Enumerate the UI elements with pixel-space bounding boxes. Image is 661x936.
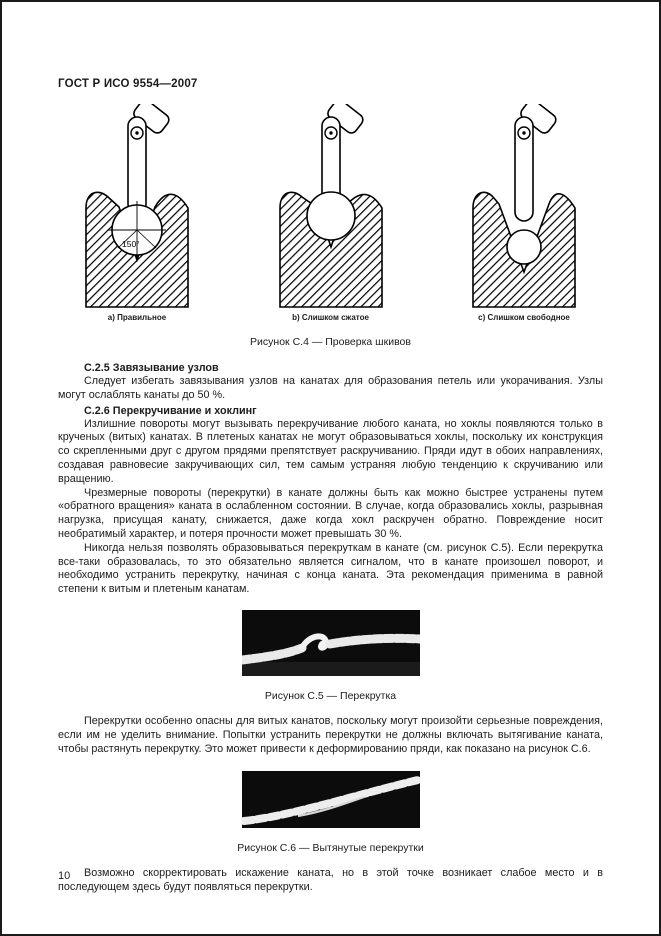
sheave-correct-illustration (72, 104, 202, 309)
paragraph: Никогда нельзя позволять образовываться перекруткам в канате (см. рисунок С.5). Если перекрутка все-таки образовалась, то это обязательно является сигналом, что в канате произошел поворот, и необходимо устранить перекрутку, начиная с конца каната. Эта рекомендация применима в равной степени к витым и плетеным канатам. (58, 541, 603, 596)
figure-c4-item-correct (72, 104, 202, 322)
heading-c26: С.2.6 Перекручивание и хоклинг (84, 404, 257, 417)
paragraph: Излишние повороты могут вызывать перекручивание любого каната, но хоклы появляются только в крученых (витых) канатах. В плетеных канатах не могут образовываться хоклы, поскольку их конструкция со скрепленными друг с другом прядями препятствует раскручиванию. Пряди идут в обоих направлениях, создавая равновесие закручивающих сил, тем самым устраняя любую тенденцию к скручиванию или вращению. (58, 417, 603, 485)
body-text (58, 361, 603, 895)
page-number: 10 (58, 870, 71, 882)
figure-c6-photo-wrap (58, 771, 603, 828)
paragraph: Перекрутки особенно опасны для витых канатов, поскольку могут произойти серьезные повреждения, если им не уделить внимание. Попытки устранить перекрутки не должны включать вытягивание каната, чтобы растянуть перекрутку. Это может привести к деформированию пряди, как показано на рисунок С.6. (58, 714, 603, 755)
rope-stretched-kink-photo (242, 771, 420, 828)
sheave-too-loose-illustration (459, 104, 589, 309)
figure-c4c-label: с) Слишком свободное (478, 313, 570, 322)
figure-c4-item-too-tight (266, 104, 396, 322)
stretched-kink-photo (242, 771, 420, 828)
figure-c4-row (72, 104, 589, 322)
kink-photo (242, 610, 420, 676)
rope-kink-photo (242, 610, 420, 676)
groove-angle-label: 150° (122, 239, 140, 249)
paragraph: Возможно скорректировать искажение каната, но в этой точке возникает слабое место и в последующем здесь будут появляться перекрутки. (58, 867, 603, 894)
figure-c4-item-too-loose (459, 104, 589, 322)
figure-c4-caption: Рисунок С.4 — Проверка шкивов (250, 336, 411, 348)
figure-c4b-label: b) Слишком сжатое (292, 313, 369, 322)
document-title: ГОСТ Р ИСО 9554—2007 (58, 78, 198, 90)
figure-c6-caption: Рисунок С.6 — Вытянутые перекрутки (237, 842, 424, 855)
sheave-too-tight-illustration (266, 104, 396, 309)
paragraph: Следует избегать завязывания узлов на канатах для образования петель или укорачивания. Узлы могут ослаблять канаты до 50 %. (58, 375, 603, 401)
figure-c5-caption: Рисунок С.5 — Перекрутка (264, 689, 397, 702)
paragraph: Чрезмерные повороты (перекрутки) в канате должны быть как можно быстрее устранены путем «обратного вращения» каната в ослабленном состоянии. В случае, когда образовались хоклы, разрывная нагрузка, присущая канату, снижается, даже когда хокл раскручен обратно. Повреждение носит необратимый характер, и потеря прочности может превышать 30 %. (58, 486, 603, 540)
figure-c5-photo-wrap (58, 610, 603, 676)
heading-c25: С.2.5 Завязывание узлов (84, 362, 219, 374)
figure-c4a-label: а) Правильное (107, 313, 167, 322)
